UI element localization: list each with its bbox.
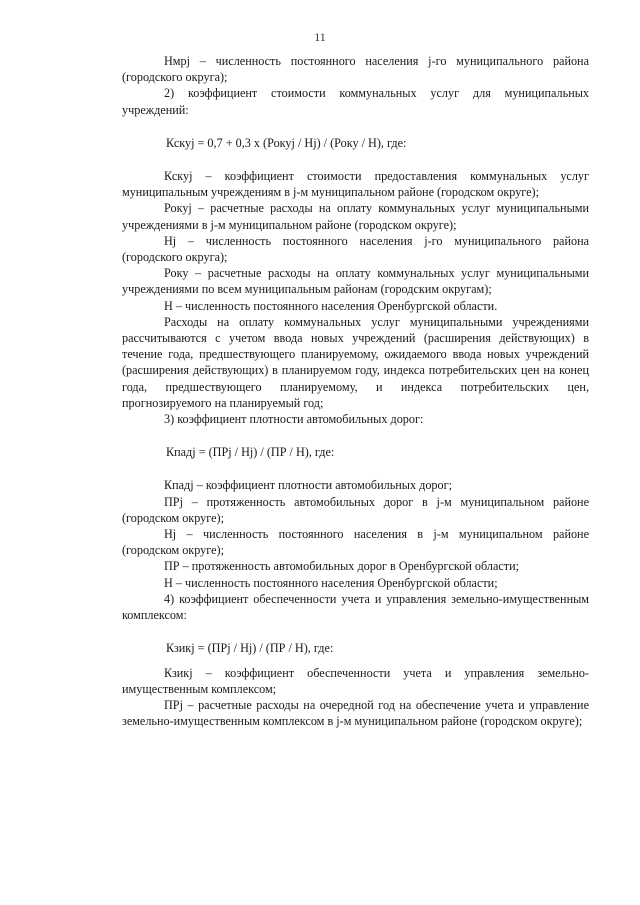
item-2-heading: 2) коэффициент стоимости коммунальных услуг для муниципальных учреждений: [122, 86, 589, 117]
item-3-heading: 3) коэффициент плотности автомобильных дорог: [164, 412, 424, 427]
definition-nj: Нj – численность постоянного населения j-го муниципального района (городского округа); [122, 233, 589, 265]
definition-roku: Року – расчетные расходы на оплату коммунальных услуг муниципальными учреждениями по всем муниципальным районам (городским округам); [122, 266, 589, 297]
formula-kzikj: Кзикj = (ПРj / Нj) / (ПР / Н), где: [166, 641, 334, 656]
definition-n: Н – численность постоянного населения Оренбургской области. [164, 298, 498, 313]
definition-prj-roads: ПРj – протяженность автомобильных дорог в j-м муниципальном районе (городском округе); [122, 494, 589, 525]
item-4-heading: 4) коэффициент обеспеченности учета и управления земельно-имущественным комплексом: [122, 591, 589, 623]
definition-nj-2: Нj – численность постоянного населения в j-м муниципальном районе (городском округе); [122, 527, 589, 558]
definition-kzikj: Кзикj – коэффициент обеспеченности учета и управления земельно-имущественным комплексом; [122, 665, 589, 696]
definition-kpadj: Кпадj – коэффициент плотности автомобильных дорог; [164, 478, 452, 493]
page-number: 11 [314, 30, 326, 44]
definition-kskuj: Кскуj – коэффициент стоимости предоставления коммунальных услуг муниципальным учреждениям в j-м муниципальном районе (городском округе); [122, 169, 589, 200]
document-body [122, 53, 589, 729]
definition-nmrj: Нмрj – численность постоянного населения j-го муниципального района (городского округа); [122, 54, 589, 85]
paragraph-utility-expenses: Расходы на оплату коммунальных услуг муниципальными учреждениями рассчитываются с учетом ввода новых учреждений (расширения действующих) в течение года, предшествующего планируемому, ожидаемого ввода новых учреждений (расширения действующих) в планируемом году, индекса потребительских цен на конец года, предшествующего планируемому, и индекса потребительских цен, прогнозируемого на планируемый год; [122, 314, 589, 410]
definition-rokuj: Рокуj – расчетные расходы на оплату коммунальных услуг муниципальными учреждениями в j-м муниципальном районе (городском округе); [122, 201, 589, 232]
definition-pr: ПР – протяженность автомобильных дорог в Оренбургской области; [164, 559, 520, 574]
formula-kpadj: Кпадj = (ПРj / Нj) / (ПР / Н), где: [166, 445, 335, 460]
formula-kskuj: Кскуj = 0,7 + 0,3 х (Рокуj / Нj) / (Року / Н), где: [166, 135, 407, 150]
definition-n-2: Н – численность постоянного населения Оренбургской области; [164, 575, 498, 590]
definition-prj-expenses: ПРj – расчетные расходы на очередной год на обеспечение учета и управление земельно-имущественным комплексом в j-м муниципальном районе (городском округе); [122, 697, 589, 729]
